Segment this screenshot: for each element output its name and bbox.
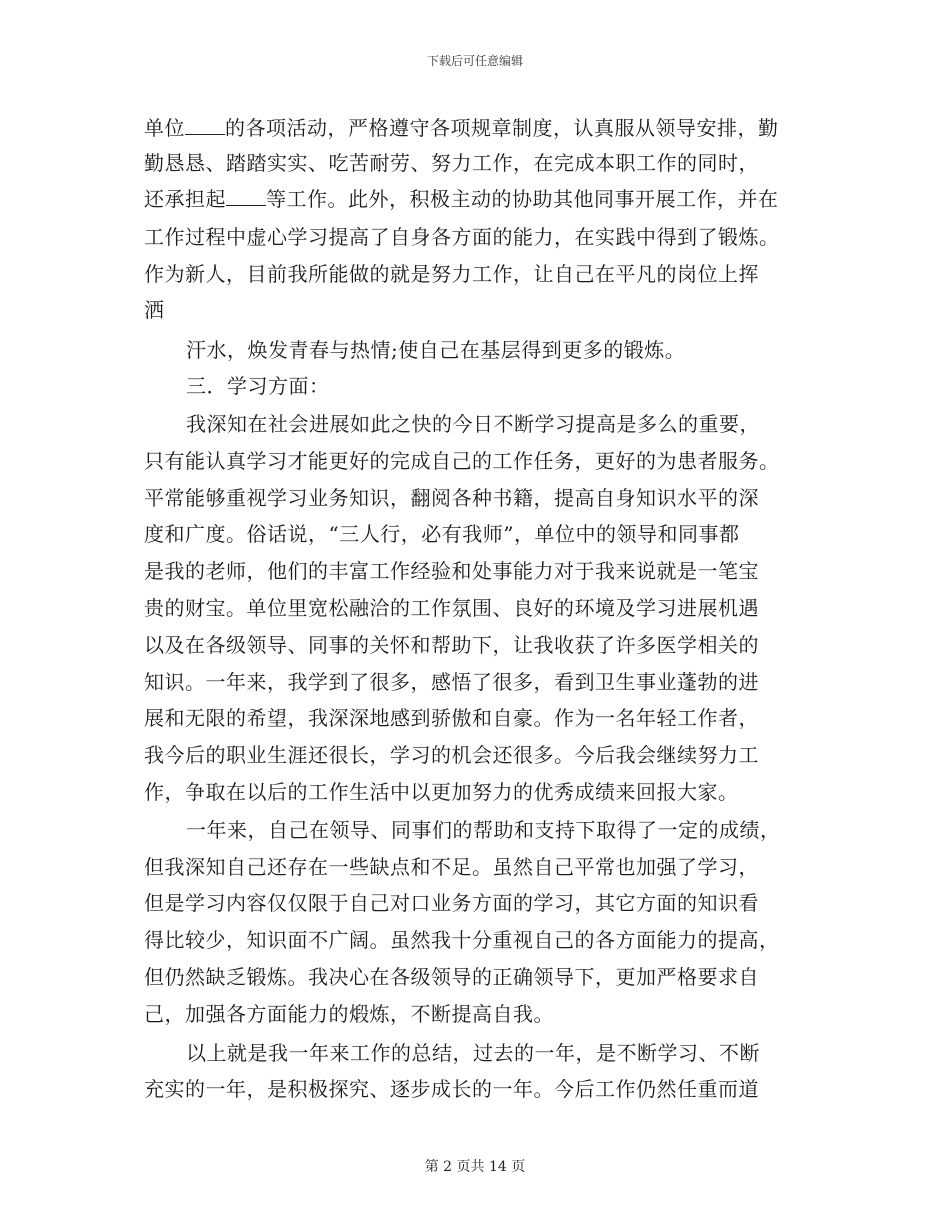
body-line: 作为新人，目前我所能做的就是努力工作，让自己在平凡的岗位上挥 (144, 262, 759, 286)
body-line: 但是学习内容仅仅限于自己对口业务方面的学习，其它方面的知识看 (144, 891, 759, 915)
body-line: 己，加强各方面能力的煅炼，不断提高自我。 (144, 1002, 554, 1026)
body-line: 洒 (144, 298, 165, 322)
body-line: 是我的老师，他们的丰富工作经验和处事能力对于我来说就是一笔宝 (144, 559, 759, 583)
body-line: 勤恳恳、踏踏实实、吃苦耐劳、努力工作，在完成本职工作的同时， (144, 151, 759, 175)
body-line (144, 187, 779, 211)
body-line: 工作过程中虚心学习提高了自身各方面的能力，在实践中得到了锻炼。 (144, 225, 780, 249)
body-line: 平常能够重视学习业务知识，翻阅各种书籍，提高自身知识水平的深 (144, 486, 759, 510)
body-line: 以上就是我一年来工作的总结，过去的一年，是不断学习、不断 (186, 1041, 760, 1065)
text-segment: 还承担起 (144, 187, 226, 211)
page-footer: 第 2 页共 14 页 (424, 1159, 526, 1175)
body-line: 我今后的职业生涯还很长，学习的机会还很多。今后我会继续努力工 (144, 743, 759, 767)
body-line: 得比较少，知识面不广阔。虽然我十分重视自己的各方面能力的提高， (144, 928, 780, 952)
body-line: 知识。一年来，我学到了很多，感悟了很多，看到卫生事业蓬勃的进 (144, 670, 759, 694)
body-line: 贵的财宝。单位里宽松融洽的工作氛围、良好的环境及学习进展机遇 (144, 596, 759, 620)
text-segment: 单位 (144, 116, 185, 140)
body-line: 度和广度。俗话说，“三人行，必有我师”，单位中的领导和同事都 (144, 522, 740, 546)
body-line: 一年来，自己在领导、同事们的帮助和支持下取得了一定的成绩， (186, 818, 781, 842)
body-line: 作，争取在以后的工作生活中以更加努力的优秀成绩来回报大家。 (144, 780, 739, 804)
body-line: 只有能认真学习才能更好的完成自己的工作任务，更好的为患者服务。 (144, 449, 780, 473)
body-line: 充实的一年，是积极探究、逐步成长的一年。今后工作仍然任重而道 (144, 1077, 759, 1101)
section-heading: 三．学习方面： (186, 374, 330, 398)
body-line: 展和无限的希望，我深深地感到骄傲和自豪。作为一名年轻工作者， (144, 706, 759, 730)
page-header: 下载后可任意编辑 (426, 54, 523, 68)
fill-blank (226, 187, 266, 206)
body-line (144, 116, 779, 140)
body-line: 我深知在社会进展如此之快的今日不断学习提高是多么的重要， (186, 412, 760, 436)
body-line: 但我深知自己还存在一些缺点和不足。虽然自己平常也加强了学习， (144, 855, 759, 879)
body-line: 以及在各级领导、同事的关怀和帮助下，让我收获了许多医学相关的 (144, 633, 759, 657)
text-segment: 等工作。此外，积极主动的协助其他同事开展工作，并在 (266, 187, 779, 211)
text-segment: 的各项活动，严格遵守各项规章制度，认真服从领导安排，勤 (225, 116, 779, 140)
body-line: 但仍然缺乏锻炼。我决心在各级领导的正确领导下，更加严格要求自 (144, 965, 759, 989)
fill-blank (185, 116, 225, 135)
body-line: 汗水，焕发青春与热情;使自己在基层得到更多的锻炼。 (186, 338, 686, 362)
